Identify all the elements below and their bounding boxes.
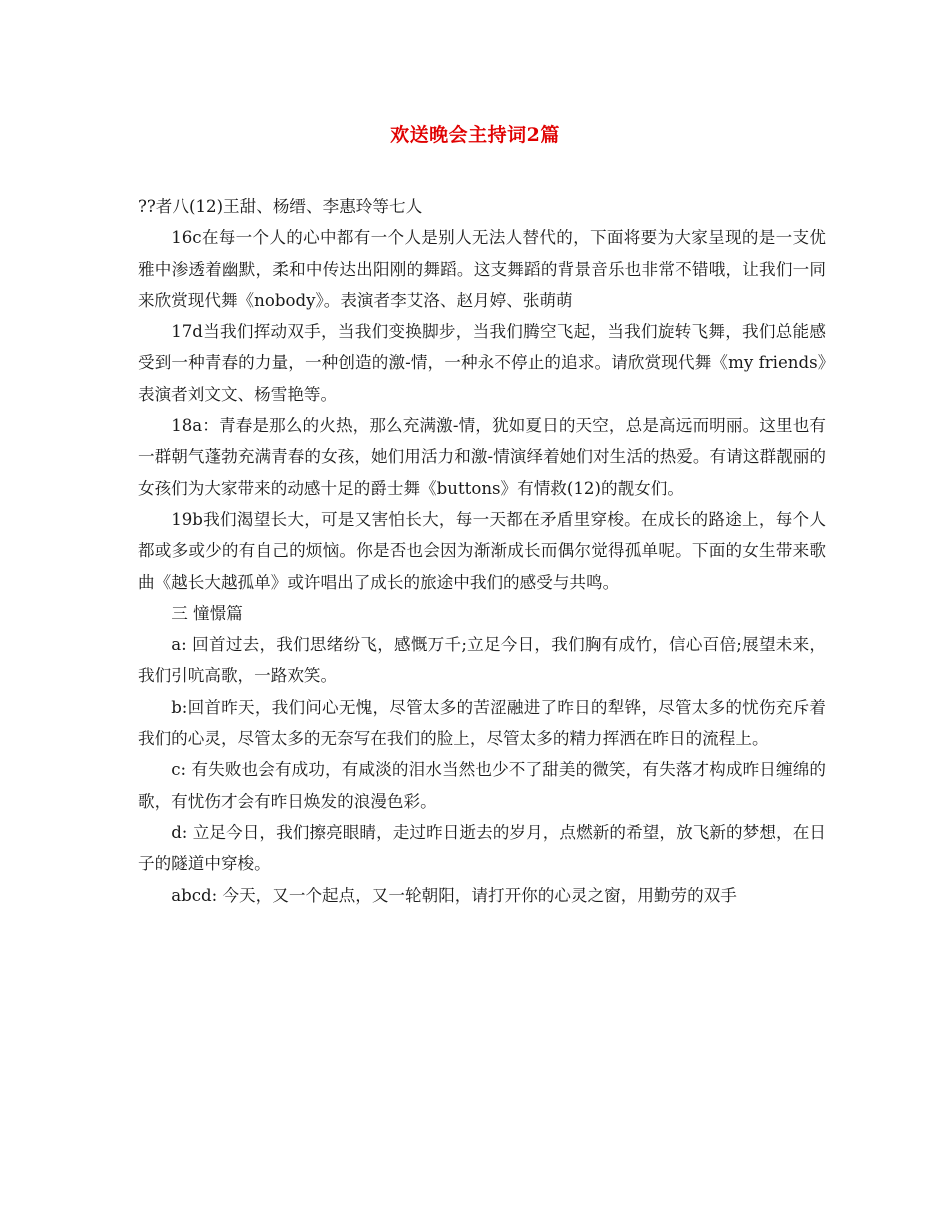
paragraph-16c: 16c在每一个人的心中都有一个人是别人无法人替代的，下面将要为大家呈现的是一支优雅中渗透着幽默，柔和中传达出阳刚的舞蹈。这支舞蹈的背景音乐也非常不错哦，让我们一同来欣赏现代舞《nobody》。表演者李艾洛、赵月婷、张萌萌 <box>138 228 826 310</box>
paragraph-abcd: abcd: 今天，又一个起点，又一轮朝阳，请打开你的心灵之窗，用勤劳的双手 <box>171 885 737 905</box>
paragraph-17d: 17d当我们挥动双手，当我们变换脚步，当我们腾空飞起，当我们旋转飞舞，我们总能感受到一种青春的力量，一种创造的激-情，一种永不停止的追求。请欣赏现代舞《my friends》表演者刘文文、杨雪艳等。 <box>138 322 826 404</box>
paragraph-b: b:回首昨天，我们问心无愧，尽管太多的苦涩融进了昨日的犁铧，尽管太多的忧伤充斥着我们的心灵，尽管太多的无奈写在我们的脸上，尽管太多的精力挥洒在昨日的流程上。 <box>138 697 826 749</box>
paragraph-c: c: 有失败也会有成功，有咸淡的泪水当然也少不了甜美的微笑，有失落才构成昨日缠绵的歌，有忧伤才会有昨日焕发的浪漫色彩。 <box>138 760 826 811</box>
document-body <box>138 191 826 911</box>
paragraph-a: a: 回首过去，我们思绪纷飞，感慨万千;立足今日，我们胸有成竹，信心百倍;展望未来，我们引吭高歌，一路欢笑。 <box>138 635 826 686</box>
performer-line: ??者八(12)王甜、杨缙、李惠玲等七人 <box>138 197 423 216</box>
paragraph-19b: 19b我们渴望长大，可是又害怕长大，每一天都在矛盾里穿梭。在成长的路途上，每个人都或多或少的有自己的烦恼。你是否也会因为渐渐成长而偶尔觉得孤单呢。下面的女生带来歌曲《越长大越孤单》或许唱出了成长的旅途中我们的感受与共鸣。 <box>138 509 826 592</box>
paragraph-d: d: 立足今日，我们擦亮眼睛，走过昨日逝去的岁月，点燃新的希望，放飞新的梦想，在日子的隧道中穿梭。 <box>138 822 826 874</box>
document-title: 欢送晚会主持词2篇 <box>390 124 560 146</box>
section-heading: 三 憧憬篇 <box>171 603 243 623</box>
paragraph-18a: 18a：青春是那么的火热，那么充满激-情，犹如夏日的天空，总是高远而明丽。这里也有一群朝气蓬勃充满青春的女孩，她们用活力和激-情演绎着她们对生活的热爱。有请这群靓丽的女孩们为大家带来的动感十足的爵士舞《buttons》有情救(12)的靓女们。 <box>138 416 826 498</box>
